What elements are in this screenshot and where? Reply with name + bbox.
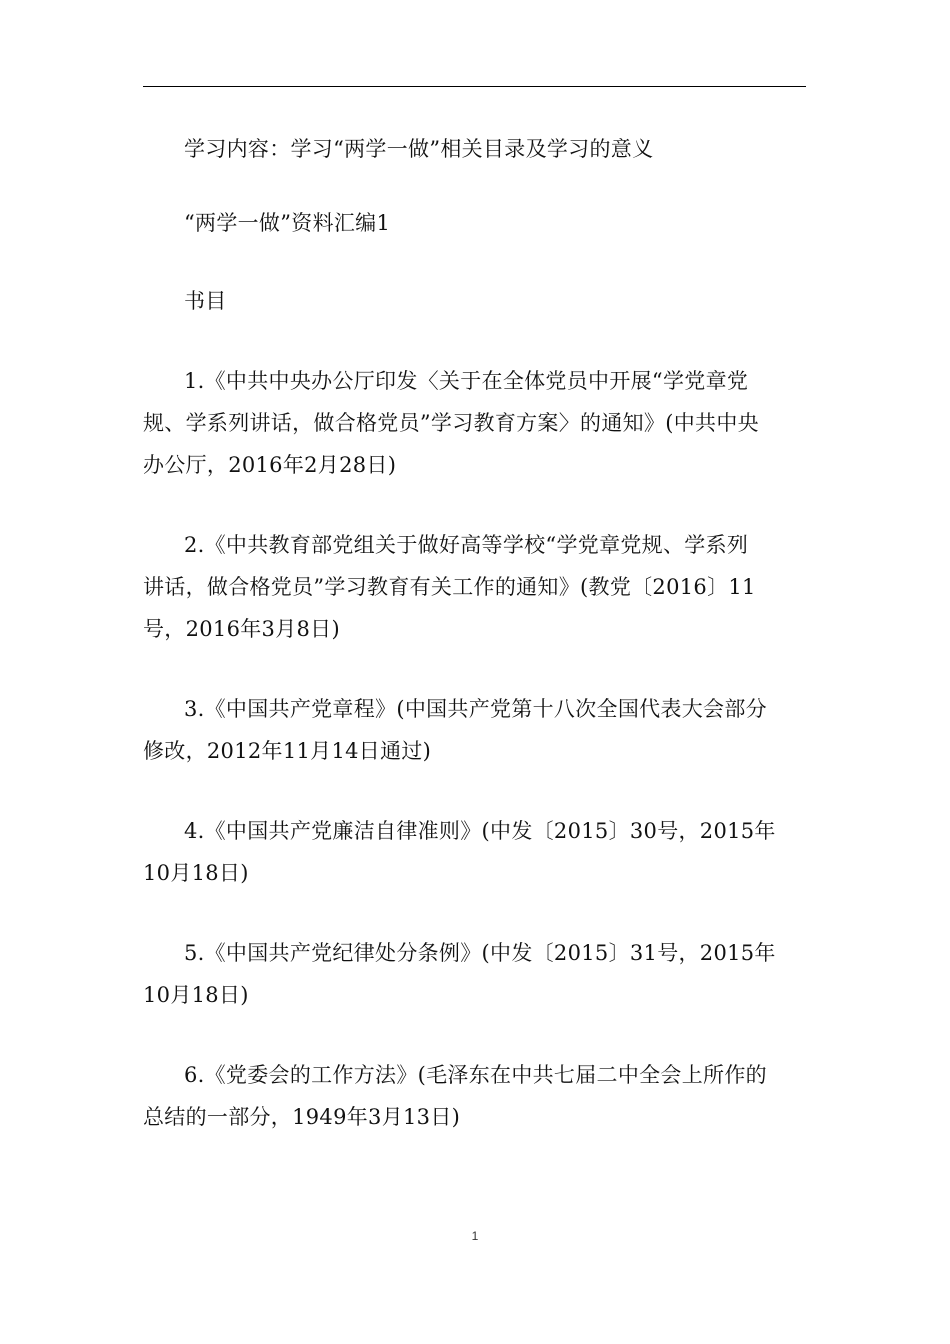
list-item-line: 6.《党委会的工作方法》(毛泽东在中共七届二中全会上所作的: [184, 1063, 767, 1087]
list-item: [143, 688, 805, 772]
list-item: [143, 810, 805, 894]
list-item-line: 1.《中共中央办公厅印发〈关于在全体党员中开展“学党章党: [184, 369, 749, 393]
list-item-line: 讲话，做合格党员”学习教育有关工作的通知》(教党〔2016〕11: [143, 575, 756, 599]
document-body: [143, 128, 805, 1138]
page-number: 1: [471, 1229, 479, 1243]
list-item-line: 10月18日): [143, 983, 249, 1007]
list-item-line: 办公厅，2016年2月28日): [143, 453, 397, 477]
list-item-line: 5.《中国共产党纪律处分条例》(中发〔2015〕31号，2015年: [184, 941, 776, 965]
list-item-line: 规、学系列讲话，做合格党员”学习教育方案〉的通知》(中共中央: [143, 411, 759, 435]
compilation-title: “两学一做”资料汇编1: [184, 211, 391, 235]
list-item-line: 修改，2012年11月14日通过): [143, 739, 432, 763]
list-item-line: 号，2016年3月8日): [143, 617, 340, 641]
list-item-line: 2.《中共教育部党组关于做好高等学校“学党章党规、学系列: [184, 533, 749, 557]
header-rule: [143, 86, 806, 87]
list-item-line: 4.《中国共产党廉洁自律准则》(中发〔2015〕30号，2015年: [184, 819, 776, 843]
list-item: [143, 932, 805, 1016]
study-content-line: 学习内容：学习“两学一做”相关目录及学习的意义: [184, 137, 654, 161]
list-item-line: 10月18日): [143, 861, 249, 885]
list-item: [143, 1054, 805, 1138]
list-item: [143, 360, 805, 486]
list-item-line: 3.《中国共产党章程》(中国共产党第十八次全国代表大会部分: [184, 697, 767, 721]
book-list-heading: 书目: [184, 289, 227, 313]
list-item: [143, 524, 805, 650]
list-item-line: 总结的一部分，1949年3月13日): [143, 1105, 461, 1129]
